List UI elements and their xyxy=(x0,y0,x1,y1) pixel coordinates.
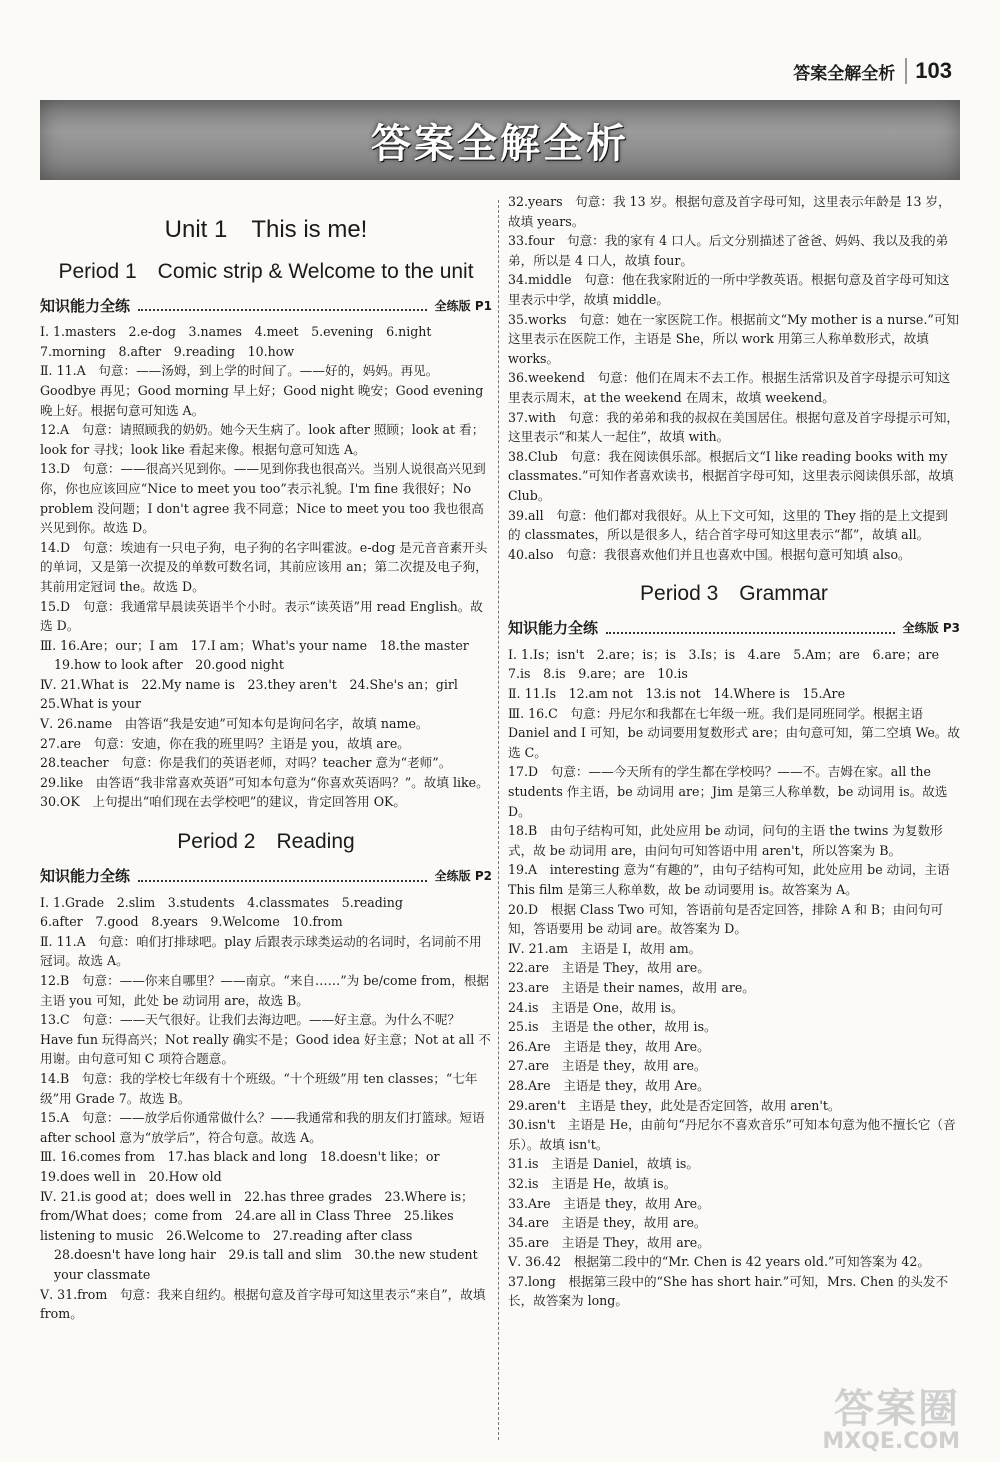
dotted-leader xyxy=(606,624,895,634)
answer-line: 38.Club 句意：我在阅读俱乐部。根据后文“I like reading books with my classmates.”可知作者喜欢读书，根据首字母可知，这里表示阅读俱乐部，故填 Club。 xyxy=(508,448,954,503)
answer-line: 19.how to look after 20.good night xyxy=(54,657,284,673)
watermark-logo xyxy=(822,1388,960,1454)
answer-line: 32.years 句意：我 13 岁。根据句意及首字母可知，这里表示年龄是 13 岁，故填 years。 xyxy=(508,194,951,229)
answer-line: 28.teacher 句意：你是我们的英语老师，对吗？teacher 意为“老师”。 xyxy=(40,755,452,771)
answer-line: 39.all 句意：他们都对我很好。从上下文可知，这里的 They 指的是上文提到的 classmates，所以是很多人，结合首字母可知这里表示“都”，故填 all。 xyxy=(508,507,948,543)
watermark-url: MXQE.COM xyxy=(822,1429,960,1454)
answer-line: Ⅴ. 36.42 根据第二段中的“Mr. Chen is 42 years old.”可知答案为 42。 xyxy=(508,1254,930,1270)
answer-line: 12.A 句意：请照顾我的奶奶。她今天生病了。look after 照顾；look at 看；look for 寻找；look like 看起来像。根据句意可知选 A。 xyxy=(40,422,485,457)
section-title: 知识能力全练 xyxy=(40,867,131,886)
answer-line: 7.is 8.is 9.are；are 10.is xyxy=(508,666,688,682)
answer-line: 17.D 句意：——今天所有的学生都在学校吗？——不。吉姆在家。all the students 作主语，be 动词用 are；Jim 是第三人称单数，be 动词用 is。故选 D。 xyxy=(508,764,948,819)
answer-line: 35.are 主语是 They，故用 are。 xyxy=(508,1234,710,1250)
answer-line: 25.is 主语是 the other，故用 is。 xyxy=(508,1019,717,1035)
answer-line: 27.are 主语是 they，故用 are。 xyxy=(508,1058,707,1074)
period1-answers xyxy=(40,322,492,812)
answer-line: Ⅴ. 26.name 由答语“我是安迪”可知本句是询问名字，故填 name。 xyxy=(40,716,429,732)
answer-line: 22.are 主语是 They，故用 are。 xyxy=(508,960,710,976)
answer-line: 33.Are 主语是 they，故用 Are。 xyxy=(508,1195,710,1211)
answer-line: 30.OK 上句提出“咱们现在去学校吧”的建议，肯定回答用 OK。 xyxy=(40,794,407,810)
answer-line: 7.morning 8.after 9.reading 10.how xyxy=(40,343,295,359)
answer-line: 15.D 句意：我通常早晨读英语半个小时。表示“读英语”用 read English。故选 D。 xyxy=(40,598,483,634)
answer-line: 14.D 句意：埃迪有一只电子狗，电子狗的名字叫霍波。e-dog 是元音音素开头的单词，又是第一次提及的单数可数名词，其前应该用 an；第二次提及电子狗，其前用定冠词 the。故选 D。 xyxy=(40,539,488,594)
answer-line: 13.C 句意：——天气很好。让我们去海边吧。——好主意。为什么不呢？Have fun 玩得高兴；Not really 确实不是；Good idea 好主意；Not at all 不用谢。由句意可知 C 项符合题意。 xyxy=(40,1012,491,1067)
answer-line: 27.are 句意：安迪，你在我的班里吗？主语是 you，故填 are。 xyxy=(40,735,410,751)
dotted-leader xyxy=(138,301,427,311)
answer-line: 32.is 主语是 He，故填 is。 xyxy=(508,1175,677,1191)
answer-line: 26.Are 主语是 they，故用 Are。 xyxy=(508,1038,710,1054)
answer-line: Ⅰ. 1.Grade 2.slim 3.students 4.classmates 5.reading xyxy=(40,894,403,910)
answer-line: Ⅳ. 21.What is 22.My name is 23.they aren't 24.She's an；girl xyxy=(40,676,458,692)
answer-line: 31.is 主语是 Daniel，故填 is。 xyxy=(508,1156,699,1172)
answer-line: 29.aren't 主语是 they，此处是否定回答，故用 aren't。 xyxy=(508,1097,841,1113)
answer-line: 34.middle 句意：他在我家附近的一所中学教英语。根据句意及首字母可知这里表示中学，故填 middle。 xyxy=(508,272,950,307)
answer-line: Ⅲ. 16.comes from 17.has black and long 18.doesn't like；or xyxy=(40,1149,440,1165)
section-header-p2 xyxy=(40,867,492,887)
page-header xyxy=(793,58,952,84)
answer-line: Ⅳ. 21.is good at；does well in 22.has three grades 23.Where is；from/What does；come from 24.are all in Class Three 25.likes listening to music 26.Welcome to 27.reading after class xyxy=(40,1188,474,1243)
answer-line: Ⅲ. 16.C 句意：丹尼尔和我都在七年级一班。我们是同班同学。根据主语 Daniel and I 可知，be 动词要用复数形式 are；由句意可知，第二空填 We。故选 C。 xyxy=(508,705,961,760)
answer-line: 13.D 句意：——很高兴见到你。——见到你我也很高兴。当别人说很高兴见到你，你也应该回应“Nice to meet you too”表示礼貌。I'm fine 我很好；No problem 没问题；I don't agree 我不同意；Nice to meet you too 我也很高兴见到你。故选 D。 xyxy=(40,461,486,536)
section-ref: 全练版 P1 xyxy=(434,298,492,313)
banner-title: 答案全解全析 xyxy=(371,120,629,167)
page-number: 103 xyxy=(905,58,952,84)
answer-line: 12.B 句意：——你来自哪里？——南京。“来自……”为 be/come from，根据主语 you 可知，此处 be 动词用 are，故选 B。 xyxy=(40,973,490,1008)
answer-line: Ⅳ. 21.am 主语是 I，故用 am。 xyxy=(508,940,702,956)
answer-line: 33.four 句意：我的家有 4 口人。后文分别描述了爸爸、妈妈、我以及我的弟弟，所以是 4 口人，故填 four。 xyxy=(508,233,949,268)
answer-line: 29.like 由答语“我非常喜欢英语”可知本句意为“你喜欢英语吗？”。故填 like。 xyxy=(40,774,489,790)
answer-line: 28.doesn't have long hair 29.is tall and slim 30.the new student your classmate xyxy=(54,1247,478,1282)
answer-line: Ⅱ. 11.A 句意：咱们打排球吧。play 后跟表示球类运动的名词时，名词前不用冠词。故选 A。 xyxy=(40,933,482,969)
period2-answers xyxy=(40,893,492,1324)
column-divider xyxy=(498,200,499,1440)
answer-line: 19.does well in 20.How old xyxy=(40,1168,222,1184)
answer-line: 34.are 主语是 they，故用 are。 xyxy=(508,1215,707,1231)
answer-line: Ⅰ. 1.Is；isn't 2.are；is；is 3.Is；is 4.are 5.Am；are 6.are；are xyxy=(508,646,940,662)
period3-answers xyxy=(508,645,960,1311)
section-ref: 全练版 P3 xyxy=(902,621,960,636)
period2-answers-cont xyxy=(508,192,960,564)
section-title: 知识能力全练 xyxy=(508,619,599,638)
answer-line: 37.with 句意：我的弟弟和我的叔叔在美国居住。根据句意及首字母提示可知，这里表示“和某人一起住”，故填 with。 xyxy=(508,409,960,445)
answer-line: 14.B 句意：我的学校七年级有十个班级。“十个班级”用 ten classes；“七年级”用 Grade 7。故选 B。 xyxy=(40,1070,478,1106)
title-banner xyxy=(40,100,960,180)
answer-line: 19.A interesting 意为“有趣的”，由句子结构可知，此处应用 be 动词，主语 This film 是第三人称单数，故 be 动词要用 is。故答案为 A。 xyxy=(508,862,950,897)
answer-line: 25.What is your xyxy=(40,696,141,712)
left-column xyxy=(40,192,492,1324)
dotted-leader xyxy=(138,872,427,882)
section-header-p3 xyxy=(508,619,960,639)
answer-line: 15.A 句意：——放学后你通常做什么？——我通常和我的朋友们打篮球。短语 after school 意为“放学后”，符合句意。故选 A。 xyxy=(40,1110,485,1145)
section-title: 知识能力全练 xyxy=(40,296,131,315)
answer-line: 24.is 主语是 One，故用 is。 xyxy=(508,999,684,1015)
section-header-p1 xyxy=(40,297,492,317)
answer-line: Ⅱ. 11.Is 12.am not 13.is not 14.Where is 15.Are xyxy=(508,686,846,702)
answer-line: 30.isn't 主语是 He，由前句“丹尼尔不喜欢音乐”可知本句意为他不擅长它（音乐）。故填 isn't。 xyxy=(508,1117,956,1152)
right-column xyxy=(508,192,960,1311)
answer-line: Ⅰ. 1.masters 2.e-dog 3.names 4.meet 5.evening 6.night xyxy=(40,324,432,340)
answer-line: 23.are 主语是 their names，故用 are。 xyxy=(508,979,755,995)
period3-title: Period 3 Grammar xyxy=(640,582,828,606)
answer-line: 6.after 7.good 8.years 9.Welcome 10.from xyxy=(40,914,343,930)
answer-line: 28.Are 主语是 they，故用 Are。 xyxy=(508,1077,710,1093)
watermark-text: 答案圈 xyxy=(834,1386,960,1432)
period1-title: Period 1 Comic strip & Welcome to the unit xyxy=(58,259,474,283)
answer-line: Ⅱ. 11.A 句意：——汤姆，到上学的时间了。——好的，妈妈。再见。Goodbye 再见；Good morning 早上好；Good night 晚安；Good evening 晚上好。根据句意可知选 A。 xyxy=(40,363,484,418)
answer-line: 37.long 根据第三段中的“She has short hair.”可知，Mrs. Chen 的头发不长，故答案为 long。 xyxy=(508,1273,949,1309)
unit-title: Unit 1 This is me! xyxy=(164,216,368,243)
period2-title: Period 2 Reading xyxy=(177,830,355,854)
section-ref: 全练版 P2 xyxy=(434,869,492,884)
header-title: 答案全解全析 xyxy=(793,63,896,84)
answer-line: 18.B 由句子结构可知，此处应用 be 动词，问句的主语 the twins 为复数形式，故 be 动词用 are，由问句可知答语中用 aren't，所以答案为 B。 xyxy=(508,823,943,858)
answer-line: 35.works 句意：她在一家医院工作。根据前文“My mother is a nurse.”可知这里表示在医院工作，主语是 She，所以 work 用第三人称单数形式，故填 works。 xyxy=(508,311,960,366)
answer-line: 20.D 根据 Class Two 可知，答语前句是否定回答，排除 A 和 B；由问句可知，答语要用 be 动词 are。故答案为 D。 xyxy=(508,901,944,937)
answer-line: 40.also 句意：我很喜欢他们并且也喜欢中国。根据句意可知填 also。 xyxy=(508,546,911,562)
answer-line: 36.weekend 句意：他们在周末不去工作。根据生活常识及首字母提示可知这里表示周末，at the weekend 在周末，故填 weekend。 xyxy=(508,370,951,405)
answer-line: Ⅴ. 31.from 句意：我来自纽约。根据句意及首字母可知这里表示“来自”，故填 from。 xyxy=(40,1286,486,1322)
answer-line: Ⅲ. 16.Are；our；I am 17.I am；What's your name 18.the master xyxy=(40,637,469,653)
